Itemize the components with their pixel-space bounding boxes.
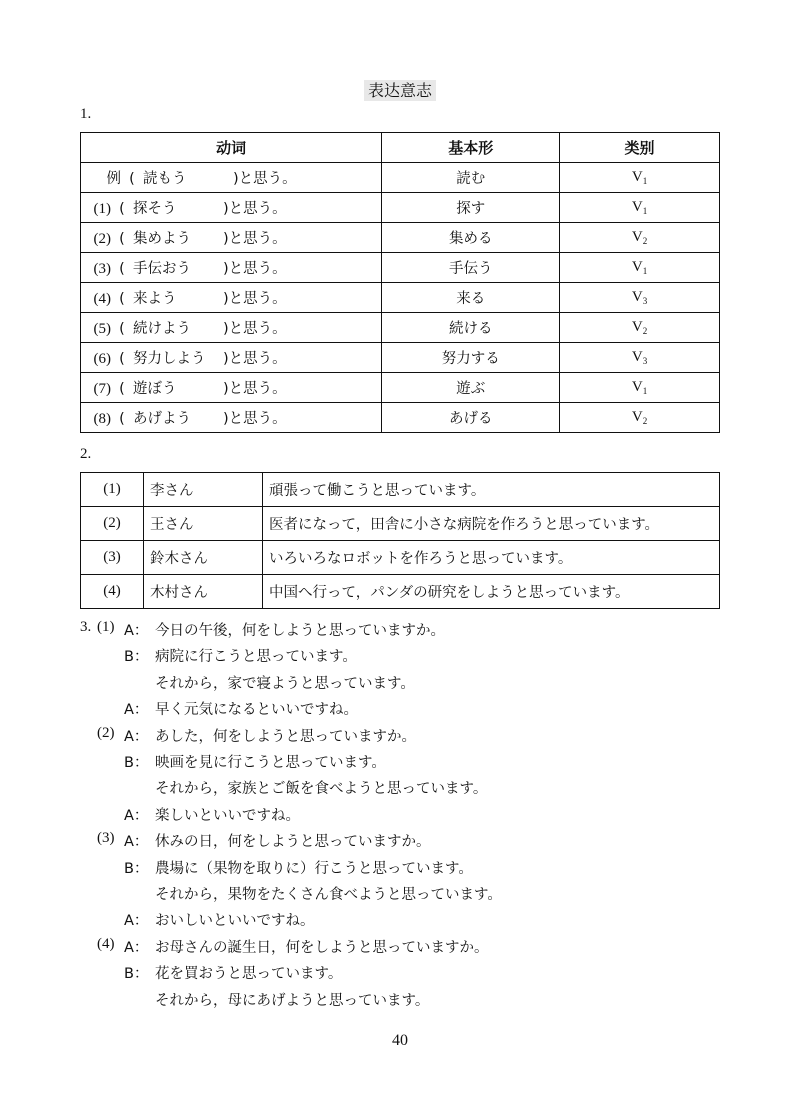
volitional-verb: 努力しよう (133, 351, 206, 367)
category-cell (560, 283, 720, 313)
category-cell (560, 373, 720, 403)
base-form-cell: あげる (382, 403, 560, 433)
person-name: 木村さん (144, 575, 263, 609)
dialogue-line: 花を買おうと思っています。 (155, 966, 343, 983)
intention-table-row (81, 541, 720, 575)
dialogue-line: それから，家で寝ようと思っています。 (155, 675, 415, 692)
open-paren: ( (119, 381, 125, 397)
dialogue-line: 病院に行こうと思っています。 (155, 649, 357, 666)
row-number: (3) (81, 541, 144, 575)
base-form-cell: 来る (382, 283, 560, 313)
row-label: (4) (93, 291, 111, 307)
category-cell (560, 403, 720, 433)
volitional-verb: 探そう (133, 201, 177, 217)
base-form-cell: 続ける (382, 313, 560, 343)
person-name: 鈴木さん (144, 541, 263, 575)
verb-cell (81, 313, 382, 343)
verb-table-row (81, 163, 720, 193)
section-3-label: 3. (80, 619, 92, 635)
verb-cell (81, 343, 382, 373)
verb-table-row (81, 403, 720, 433)
speaker-label: B： (124, 755, 149, 771)
open-paren: ( (119, 321, 125, 337)
dialogue-line: それから，母にあげようと思っています。 (155, 992, 430, 1009)
open-paren: ( (119, 351, 125, 367)
category-subscript: 1 (642, 266, 648, 276)
category-letter: V (631, 319, 643, 335)
verb-cell (81, 373, 382, 403)
open-paren: ( (129, 171, 135, 187)
section-2-label: 2. (80, 446, 92, 462)
dialogue-line: それから，家族とご飯を食べようと思っています。 (155, 781, 488, 798)
row-label: 例 (106, 171, 121, 187)
dialogue-line: 早く元気になるといいですね。 (155, 702, 358, 719)
verb-table-row (81, 343, 720, 373)
speaker-label: A： (124, 623, 149, 639)
category-subscript: 1 (642, 176, 648, 186)
dialogue-line: 楽しいといいですね。 (155, 807, 300, 824)
suffix: )と思う。 (223, 351, 287, 367)
base-form-cell: 探す (382, 193, 560, 223)
category-subscript: 1 (642, 206, 648, 216)
page-title: 表达意志 (0, 78, 800, 101)
verb-cell (81, 403, 382, 433)
speaker-label: A： (124, 913, 149, 930)
open-paren: ( (119, 201, 125, 217)
suffix: )と思う。 (233, 171, 297, 187)
intention-text: 中国へ行って，パンダの研究をしようと思っています。 (263, 575, 720, 609)
verb-cell (81, 223, 382, 253)
section-1-label: 1. (80, 106, 92, 122)
category-letter: V (631, 379, 643, 395)
row-label: (2) (93, 231, 111, 247)
row-number: (4) (81, 575, 144, 609)
category-subscript: 3 (642, 356, 648, 366)
dialogue-line: 今日の午後，何をしようと思っていますか。 (155, 623, 445, 639)
page-number: 40 (392, 1032, 408, 1049)
speaker-label: A： (124, 834, 149, 851)
verb-table-row (81, 253, 720, 283)
intention-table-row (81, 473, 720, 507)
row-label: (8) (93, 411, 111, 427)
speaker-label: B： (124, 649, 149, 666)
header-base-form: 基本形 (382, 133, 560, 163)
verb-table (80, 132, 720, 433)
suffix: )と思う。 (223, 321, 287, 337)
category-letter: V (631, 229, 643, 245)
category-letter: V (631, 199, 643, 215)
verb-table-row (81, 313, 720, 343)
category-cell (560, 193, 720, 223)
row-label: (3) (93, 261, 111, 277)
category-cell (560, 343, 720, 373)
base-form-cell: 手伝う (382, 253, 560, 283)
verb-table-row (81, 223, 720, 253)
verb-cell (81, 193, 382, 223)
volitional-verb: 手伝おう (133, 261, 191, 277)
volitional-verb: 集めよう (133, 231, 191, 247)
category-letter: V (631, 259, 643, 275)
row-label: (5) (93, 321, 111, 337)
intention-table (80, 472, 720, 609)
dialogue-line: 休みの日，何をしようと思っていますか。 (155, 834, 431, 851)
volitional-verb: 読もう (143, 171, 187, 187)
open-paren: ( (119, 411, 125, 427)
verb-cell (81, 283, 382, 313)
speaker-label: A： (124, 728, 149, 745)
base-form-cell: 努力する (382, 343, 560, 373)
verb-table-row (81, 283, 720, 313)
row-number: (1) (81, 473, 144, 507)
suffix: )と思う。 (223, 381, 287, 397)
base-form-cell: 遊ぶ (382, 373, 560, 403)
category-subscript: 1 (642, 386, 648, 396)
intention-text: 医者になって，田舎に小さな病院を作ろうと思っています。 (263, 507, 720, 541)
intention-text: いろいろなロボットを作ろうと思っています。 (263, 541, 720, 575)
row-label: (6) (93, 351, 111, 367)
category-letter: V (631, 349, 643, 365)
verb-table-row (81, 373, 720, 403)
person-name: 王さん (144, 507, 263, 541)
row-number: (2) (81, 507, 144, 541)
header-category: 类别 (560, 133, 720, 163)
open-paren: ( (119, 261, 125, 277)
header-verb: 动词 (81, 133, 382, 163)
speaker-label: B： (124, 860, 149, 877)
suffix: )と思う。 (223, 261, 287, 277)
dialogue-line: 映画を見に行こうと思っています。 (155, 755, 386, 771)
category-cell (560, 163, 720, 193)
dialogue-label: (1) (97, 619, 115, 635)
category-letter: V (631, 409, 643, 425)
row-label: (1) (93, 201, 111, 217)
base-form-cell: 読む (382, 163, 560, 193)
dialogue-label: (4) (97, 935, 115, 952)
suffix: )と思う。 (223, 231, 287, 247)
suffix: )と思う。 (223, 201, 287, 217)
volitional-verb: あげよう (133, 411, 191, 427)
category-letter: V (631, 289, 643, 305)
category-subscript: 2 (642, 236, 648, 246)
intention-table-row (81, 507, 720, 541)
category-subscript: 2 (642, 326, 648, 336)
open-paren: ( (119, 231, 125, 247)
category-cell (560, 253, 720, 283)
speaker-label: A： (124, 807, 149, 824)
verb-table-row (81, 193, 720, 223)
category-subscript: 3 (642, 296, 648, 306)
dialogue-line: それから，果物をたくさん食べようと思っています。 (155, 887, 502, 903)
category-subscript: 2 (642, 416, 648, 426)
intention-table-row (81, 575, 720, 609)
volitional-verb: 続けよう (133, 321, 191, 337)
category-cell (560, 223, 720, 253)
verb-table-header (81, 133, 720, 163)
verb-cell (81, 163, 382, 193)
speaker-label: B： (124, 966, 149, 983)
speaker-label: A： (124, 939, 149, 956)
category-letter: V (631, 169, 643, 185)
intention-text: 頑張って働こうと思っています。 (263, 473, 720, 507)
speaker-label: A： (124, 702, 149, 719)
suffix: )と思う。 (223, 291, 287, 307)
verb-cell (81, 253, 382, 283)
row-label: (7) (93, 381, 111, 397)
volitional-verb: 遊ぼう (133, 381, 177, 397)
dialogue-label: (3) (97, 830, 115, 847)
volitional-verb: 来よう (133, 291, 177, 307)
dialogue-line: 農場に（果物を取りに）行こうと思っています。 (155, 860, 473, 877)
person-name: 李さん (144, 473, 263, 507)
open-paren: ( (119, 291, 125, 307)
dialogue-line: あした，何をしようと思っていますか。 (155, 728, 416, 745)
dialogue-line: お母さんの誕生日，何をしようと思っていますか。 (155, 939, 489, 956)
suffix: )と思う。 (223, 411, 287, 427)
dialogue-label: (2) (97, 724, 115, 741)
base-form-cell: 集める (382, 223, 560, 253)
category-cell (560, 313, 720, 343)
dialogue-line: おいしいといいですね。 (155, 913, 315, 930)
